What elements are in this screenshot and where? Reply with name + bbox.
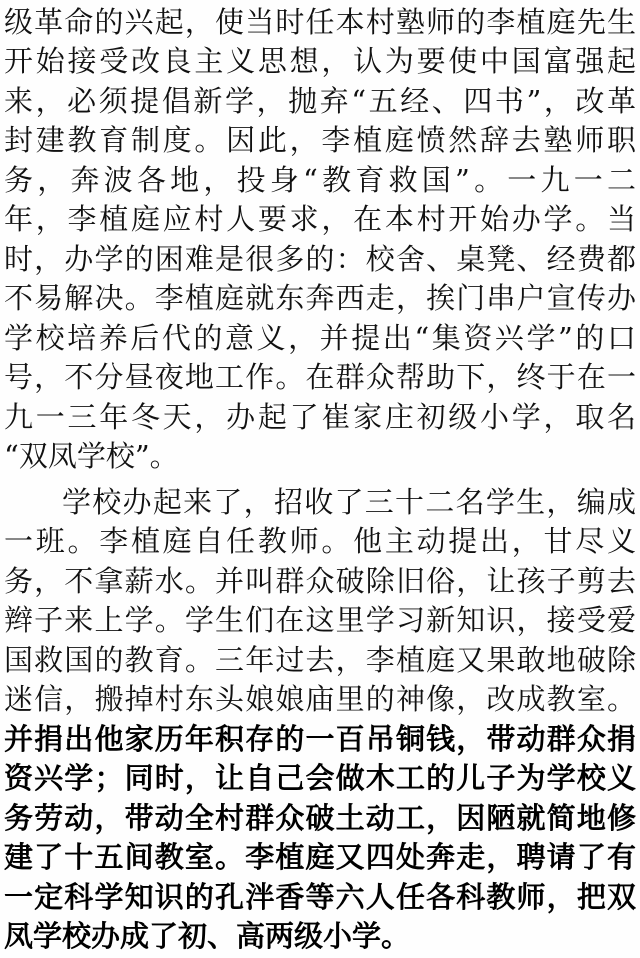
text-line-21: 务劳动，带动全村群众破土动工，因陋就简地修 — [4, 801, 636, 835]
text-line-6: 年，李植庭应村人要求，在本村开始办学。当 — [4, 202, 636, 236]
text-line-18: 迷信，搬掉村东头娘娘庙里的神像，改成教室。 — [4, 682, 636, 716]
text-line-20: 资兴学；同时，让自己会做木工的儿子为学校义 — [4, 761, 636, 795]
paragraph-2-line-1: 学校办起来了，招收了三十二名学生，编成 — [62, 485, 636, 519]
text-line-5: 务，奔波各地，投身“教育救国”。一九一二 — [4, 163, 636, 197]
text-line-4: 封建教育制度。因此，李植庭愤然辞去塾师职 — [4, 123, 636, 157]
text-line-24: 凤学校办成了初、高两级小学。 — [4, 919, 411, 953]
text-line-2: 开始接受改良主义思想，认为要使中国富强起 — [4, 44, 636, 78]
text-line-22: 建了十五间教室。李植庭又四处奔走，聘请了有 — [4, 840, 636, 874]
text-line-12: “双凤学校”。 — [4, 439, 179, 473]
text-line-8: 不易解决。李植庭就东奔西走，挨门串户宣传办 — [4, 281, 636, 315]
text-line-14: 一班。李植庭自任教师。他主动提出，甘尽义 — [4, 524, 636, 558]
text-line-1: 级革命的兴起，使当时任本村塾师的李植庭先生 — [4, 5, 636, 39]
text-line-23: 一定科学知识的孔泮香等六人任各科教师，把双 — [4, 880, 636, 914]
text-line-7: 时，办学的困难是很多的：校舍、桌凳、经费都 — [4, 242, 636, 276]
text-line-16: 辫子来上学。学生们在这里学习新知识，接受爱 — [4, 603, 636, 637]
text-line-9: 学校培养后代的意义，并提出“集资兴学”的口 — [4, 321, 636, 355]
text-line-10: 号，不分昼夜地工作。在群众帮助下，终于在一 — [4, 360, 636, 394]
text-line-17: 国救国的教育。三年过去，李植庭又果敢地破除 — [4, 643, 636, 677]
text-line-15: 务，不拿薪水。并叫群众破除旧俗，让孩子剪去 — [4, 564, 636, 598]
text-line-11: 九一三年冬天，办起了崔家庄初级小学，取名 — [4, 400, 636, 434]
text-line-19: 并捐出他家历年积存的一百吊铜钱，带动群众捐 — [4, 722, 636, 756]
text-line-3: 来，必须提倡新学，抛弃“五经、四书”，改革 — [4, 84, 636, 118]
